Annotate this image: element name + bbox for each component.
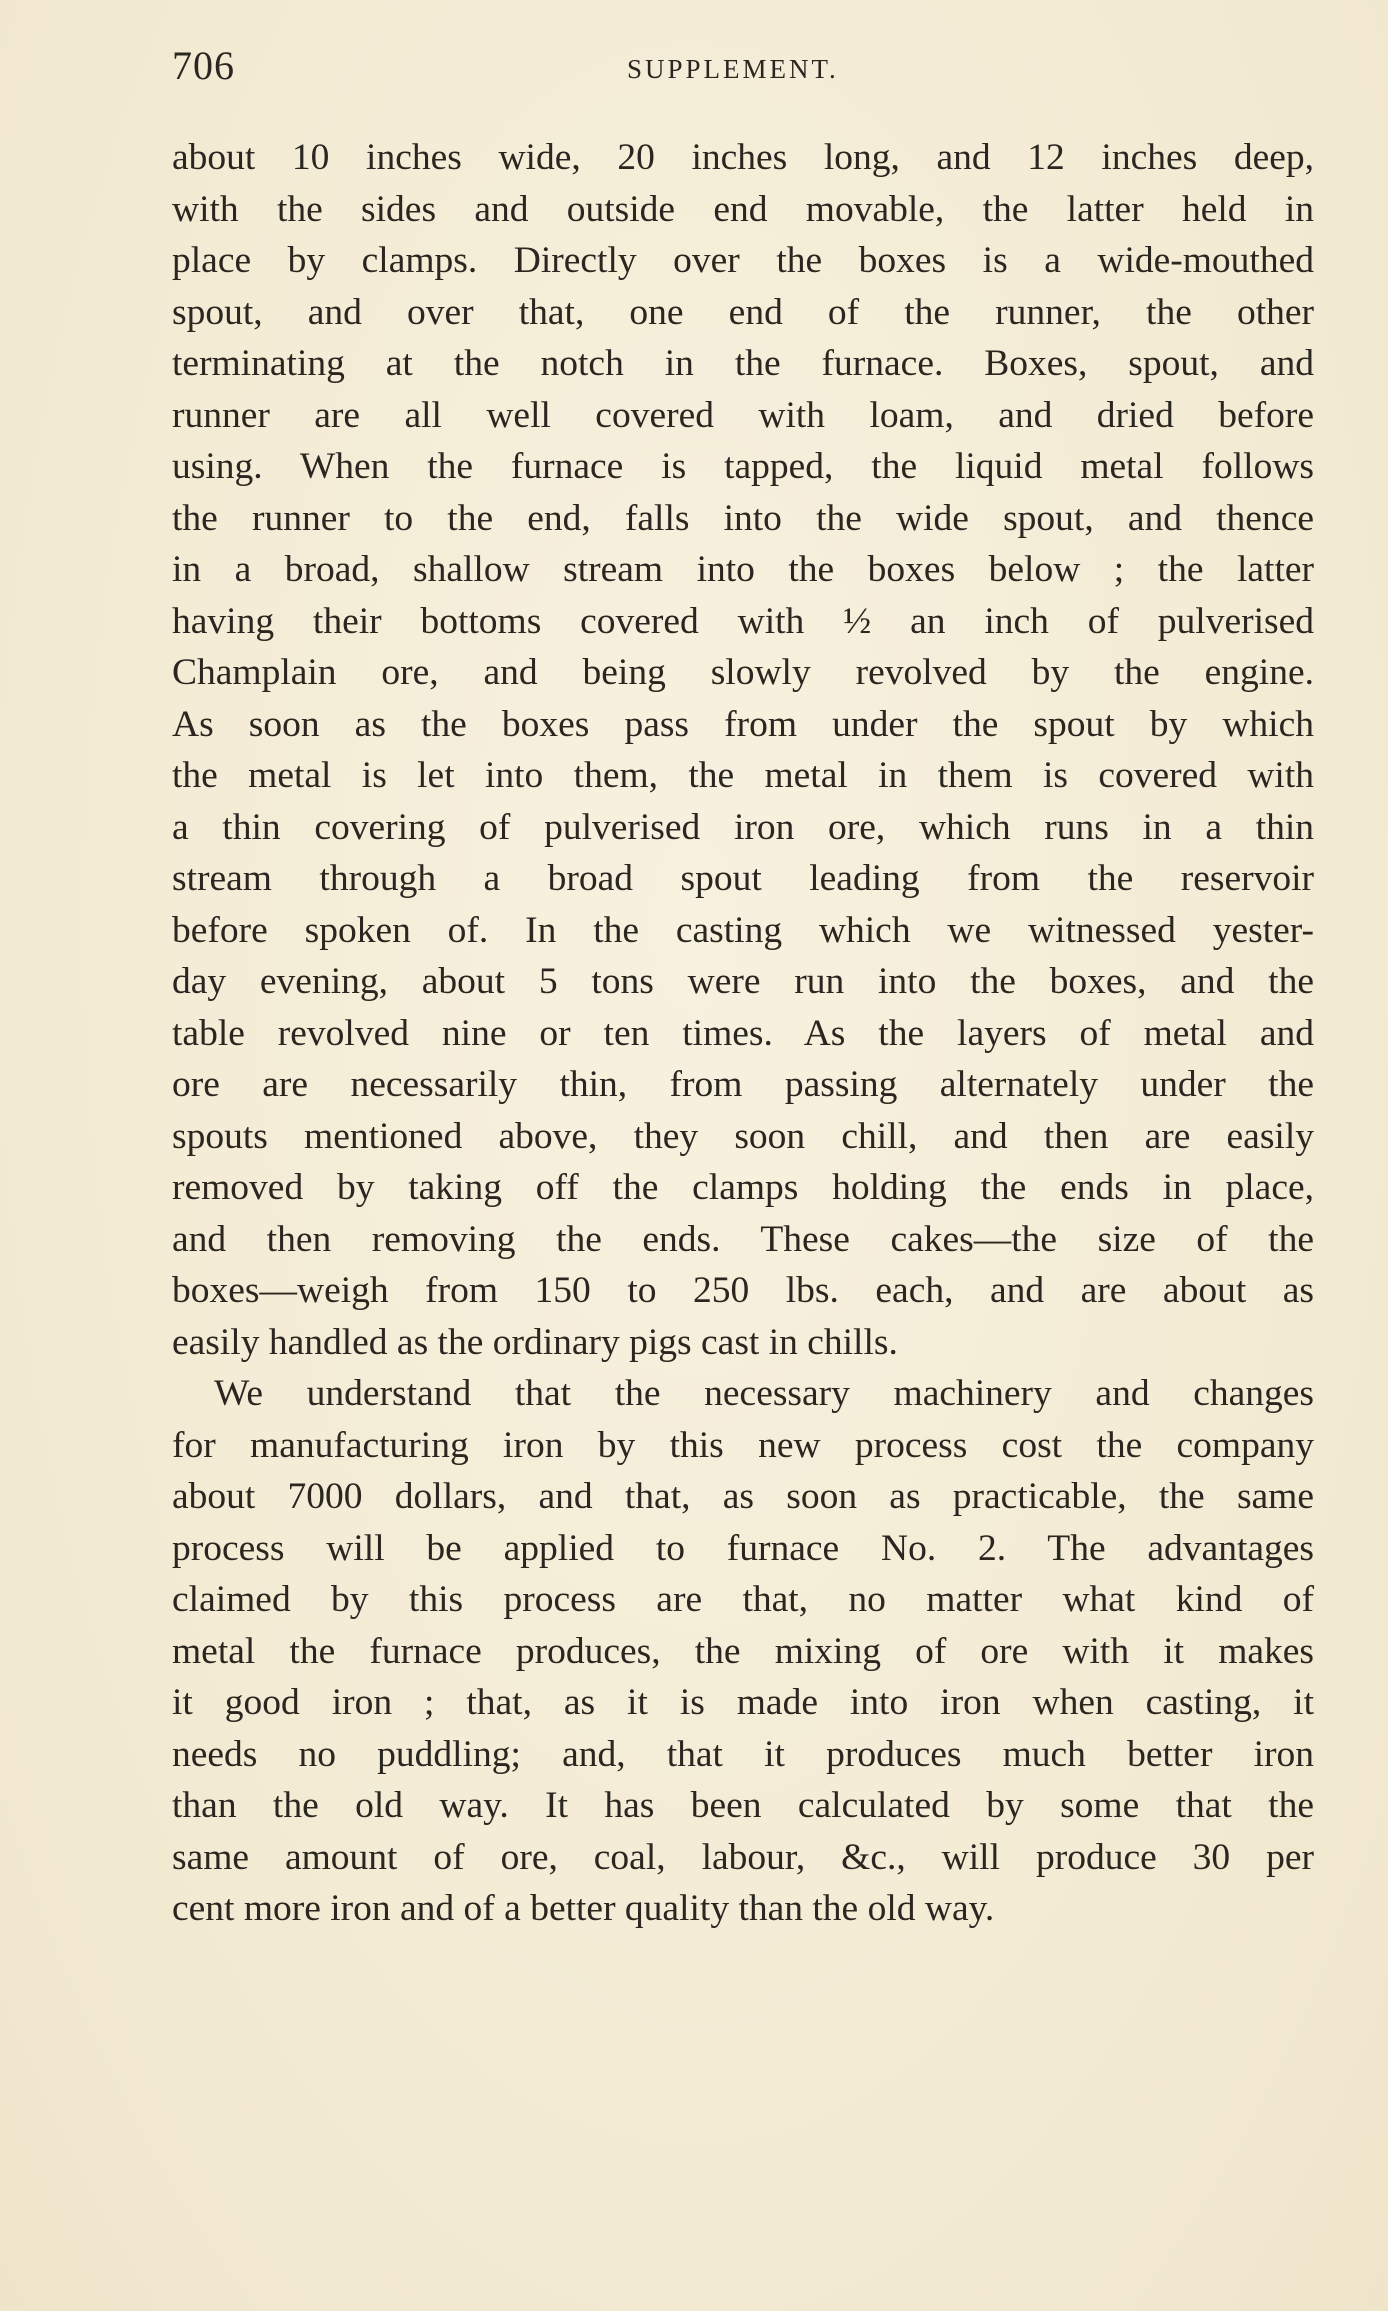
text-line: needs no puddling; and, that it produces much better iron — [172, 1733, 1314, 1775]
text-line: about 10 inches wide, 20 inches long, and 12 inches deep, — [172, 137, 1314, 178]
text-line: the runner to the end, falls into the wide spout, and thence — [172, 497, 1314, 539]
text-line: the metal is let into them, the metal in them is covered with — [172, 755, 1314, 796]
text-line: easily handled as the ordinary pigs cast in chills. — [172, 1321, 898, 1363]
text-line: with the sides and outside end movable, the latter held in — [172, 188, 1314, 230]
text-line: day evening, about 5 tons were run into the boxes, and the — [172, 961, 1314, 1002]
text-line: a thin covering of pulverised iron ore, which runs in a thin — [172, 806, 1314, 848]
text-line: stream through a broad spout leading from the reservoir — [172, 858, 1314, 899]
text-line: Champlain ore, and being slowly revolved by the engine. — [172, 652, 1314, 693]
text-line: and then removing the ends. These cakes—the size of the — [172, 1218, 1314, 1260]
text-line: As soon as the boxes pass from under the spout by which — [172, 703, 1314, 745]
text-line: process will be applied to furnace No. 2. The advantages — [172, 1527, 1314, 1569]
text-line: it good iron ; that, as it is made into iron when casting, it — [172, 1682, 1314, 1723]
text-line: boxes—weigh from 150 to 250 lbs. each, and are about as — [172, 1270, 1314, 1311]
text-line: ore are necessarily thin, from passing alternately under the — [172, 1064, 1314, 1105]
text-line: cent more iron and of a better quality than the old way. — [172, 1888, 995, 1929]
text-line: same amount of ore, coal, labour, &c., will produce 30 per — [172, 1836, 1314, 1878]
text-line: before spoken of. In the casting which we witnessed yester- — [172, 909, 1314, 951]
text-line: than the old way. It has been calculated by some that the — [172, 1785, 1314, 1826]
running-head — [172, 42, 1314, 102]
text-line: table revolved nine or ten times. As the layers of metal and — [172, 1012, 1314, 1054]
running-head-title: SUPPLEMENT. — [627, 54, 839, 84]
text-line: runner are all well covered with loam, and dried before — [172, 394, 1314, 436]
text-line: for manufacturing iron by this new process cost the company — [172, 1424, 1314, 1466]
paragraph — [172, 1368, 1314, 1935]
text-line: terminating at the notch in the furnace. Boxes, spout, and — [172, 343, 1314, 384]
text-line: spout, and over that, one end of the runner, the other — [172, 291, 1314, 333]
page-number: 706 — [172, 43, 235, 88]
text-line: having their bottoms covered with ½ an inch of pulverised — [172, 600, 1314, 642]
body-text — [172, 132, 1314, 1935]
text-line: place by clamps. Directly over the boxes is a wide-mouthed — [172, 240, 1314, 281]
text-line: claimed by this process are that, no matter what kind of — [172, 1579, 1314, 1620]
text-line: removed by taking off the clamps holding the ends in place, — [172, 1167, 1314, 1208]
text-line: spouts mentioned above, they soon chill, and then are easily — [172, 1115, 1314, 1157]
text-line: about 7000 dollars, and that, as soon as practicable, the same — [172, 1476, 1314, 1517]
text-line: We understand that the necessary machinery and changes — [214, 1373, 1314, 1414]
text-line: in a broad, shallow stream into the boxes below ; the latter — [172, 549, 1314, 590]
text-line: using. When the furnace is tapped, the liquid metal follows — [172, 446, 1314, 487]
paragraph — [172, 132, 1314, 1368]
text-line: metal the furnace produces, the mixing of ore with it makes — [172, 1630, 1314, 1672]
